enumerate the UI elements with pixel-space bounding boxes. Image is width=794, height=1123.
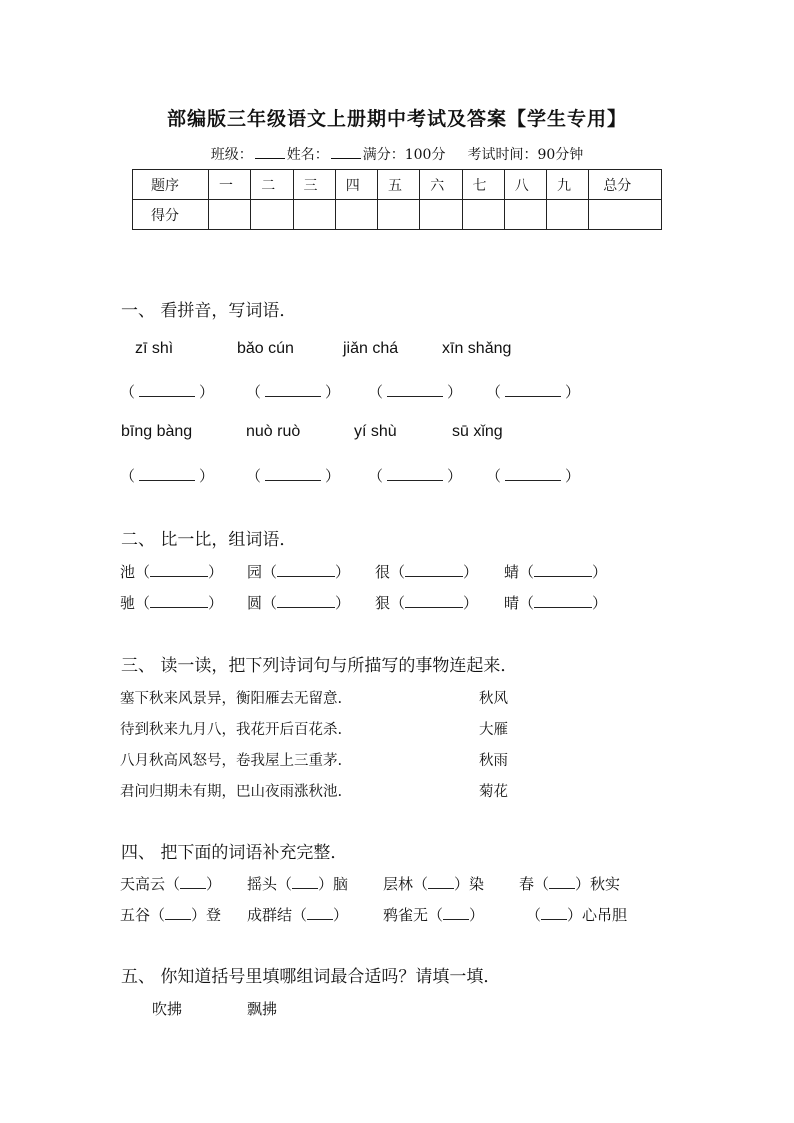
pinyin: jiǎn chá [343, 340, 399, 357]
section4-title: 四、 把下面的词语补充完整． [121, 843, 348, 863]
answer-blank[interactable]: （ ） [486, 467, 581, 485]
section5-title: 五、 你知道括号里填哪组词最合适吗？请填一填． [121, 967, 501, 987]
page-title: 部编版三年级语文上册期中考试及答案【学生专用】 [166, 108, 627, 130]
table-cell: 题序 [133, 170, 209, 200]
table-cell: 四 [335, 170, 377, 200]
section2-title: 二、 比一比，组词语． [121, 530, 297, 550]
compare-item[interactable]: 晴（ ） [504, 594, 608, 612]
pinyin: bīng bàng [121, 423, 193, 440]
table-cell: 七 [462, 170, 504, 200]
score-cell[interactable] [209, 200, 251, 230]
score-cell[interactable] [589, 200, 662, 230]
poem-line: 待到秋来九月八，我花开后百花杀. [120, 722, 343, 738]
match-item[interactable]: 秋雨 [479, 753, 508, 769]
idiom-blank[interactable]: 层林（ ）染 [383, 875, 485, 893]
class-label: 班级： [210, 147, 253, 163]
full-score: 满分：100分 [362, 147, 446, 163]
table-cell: 五 [378, 170, 420, 200]
pinyin: sū xǐng [452, 423, 503, 440]
idiom-blank[interactable]: 摇头（ ）脑 [247, 875, 349, 893]
answer-blank[interactable]: （ ） [368, 383, 463, 401]
answer-blank[interactable]: （ ） [368, 467, 463, 485]
poem-line: 君问归期未有期，巴山夜雨涨秋池. [120, 784, 343, 800]
compare-item[interactable]: 狠（ ） [375, 594, 479, 612]
compare-item[interactable]: 蜻（ ） [504, 563, 608, 581]
score-cell[interactable] [420, 200, 462, 230]
table-cell: 总分 [589, 170, 662, 200]
table-cell: 二 [251, 170, 293, 200]
match-item[interactable]: 大雁 [479, 722, 508, 738]
word-option: 吹拂 [152, 1000, 183, 1018]
compare-item[interactable]: 很（ ） [375, 563, 479, 581]
exam-info [0, 144, 794, 164]
class-blank[interactable] [255, 146, 285, 159]
score-table-header-row [133, 170, 662, 200]
compare-item[interactable]: 池（ ） [120, 563, 224, 581]
pinyin: zī shì [135, 340, 174, 357]
score-cell[interactable] [547, 200, 589, 230]
idiom-blank[interactable]: 鸦雀无（ ） [383, 906, 485, 924]
score-cell[interactable] [462, 200, 504, 230]
score-cell[interactable] [335, 200, 377, 230]
answer-blank[interactable]: （ ） [120, 467, 215, 485]
compare-item[interactable]: 园（ ） [247, 563, 351, 581]
table-cell: 三 [293, 170, 335, 200]
exam-time: 考试时间：90分钟 [467, 147, 584, 163]
score-table [132, 169, 662, 230]
answer-blank[interactable]: （ ） [246, 383, 341, 401]
match-item[interactable]: 秋风 [479, 691, 508, 707]
score-cell[interactable] [378, 200, 420, 230]
pinyin: bǎo cún [237, 340, 294, 357]
compare-item[interactable]: 圆（ ） [247, 594, 351, 612]
name-label: 姓名： [286, 147, 329, 163]
score-cell[interactable] [251, 200, 293, 230]
idiom-blank[interactable]: 五谷（ ）登 [120, 906, 222, 924]
poem-line: 八月秋高风怒号，卷我屋上三重茅. [120, 753, 343, 769]
answer-blank[interactable]: （ ） [120, 383, 215, 401]
pinyin: yí shù [354, 423, 397, 440]
score-table-score-row [133, 200, 662, 230]
idiom-blank[interactable]: 成群结（ ） [247, 906, 349, 924]
idiom-blank[interactable]: （ ）心吊胆 [526, 906, 628, 924]
table-cell: 六 [420, 170, 462, 200]
pinyin: nuò ruò [246, 423, 301, 440]
table-cell: 八 [504, 170, 546, 200]
score-cell[interactable] [504, 200, 546, 230]
compare-item[interactable]: 驰（ ） [120, 594, 224, 612]
score-cell[interactable] [293, 200, 335, 230]
table-cell: 一 [209, 170, 251, 200]
name-blank[interactable] [331, 146, 361, 159]
idiom-blank[interactable]: 天高云（ ） [120, 875, 222, 893]
section3-title: 三、 读一读，把下列诗词句与所描写的事物连起来． [121, 656, 518, 676]
table-cell: 得分 [133, 200, 209, 230]
table-cell: 九 [547, 170, 589, 200]
answer-blank[interactable]: （ ） [246, 467, 341, 485]
section1-title: 一、 看拼音，写词语． [121, 301, 297, 321]
word-option: 飘拂 [247, 1000, 278, 1018]
idiom-blank[interactable]: 春（ ）秋实 [519, 875, 621, 893]
answer-blank[interactable]: （ ） [486, 383, 581, 401]
poem-line: 塞下秋来风景异，衡阳雁去无留意. [120, 691, 343, 707]
match-item[interactable]: 菊花 [479, 784, 508, 800]
pinyin: xīn shǎng [442, 340, 512, 357]
